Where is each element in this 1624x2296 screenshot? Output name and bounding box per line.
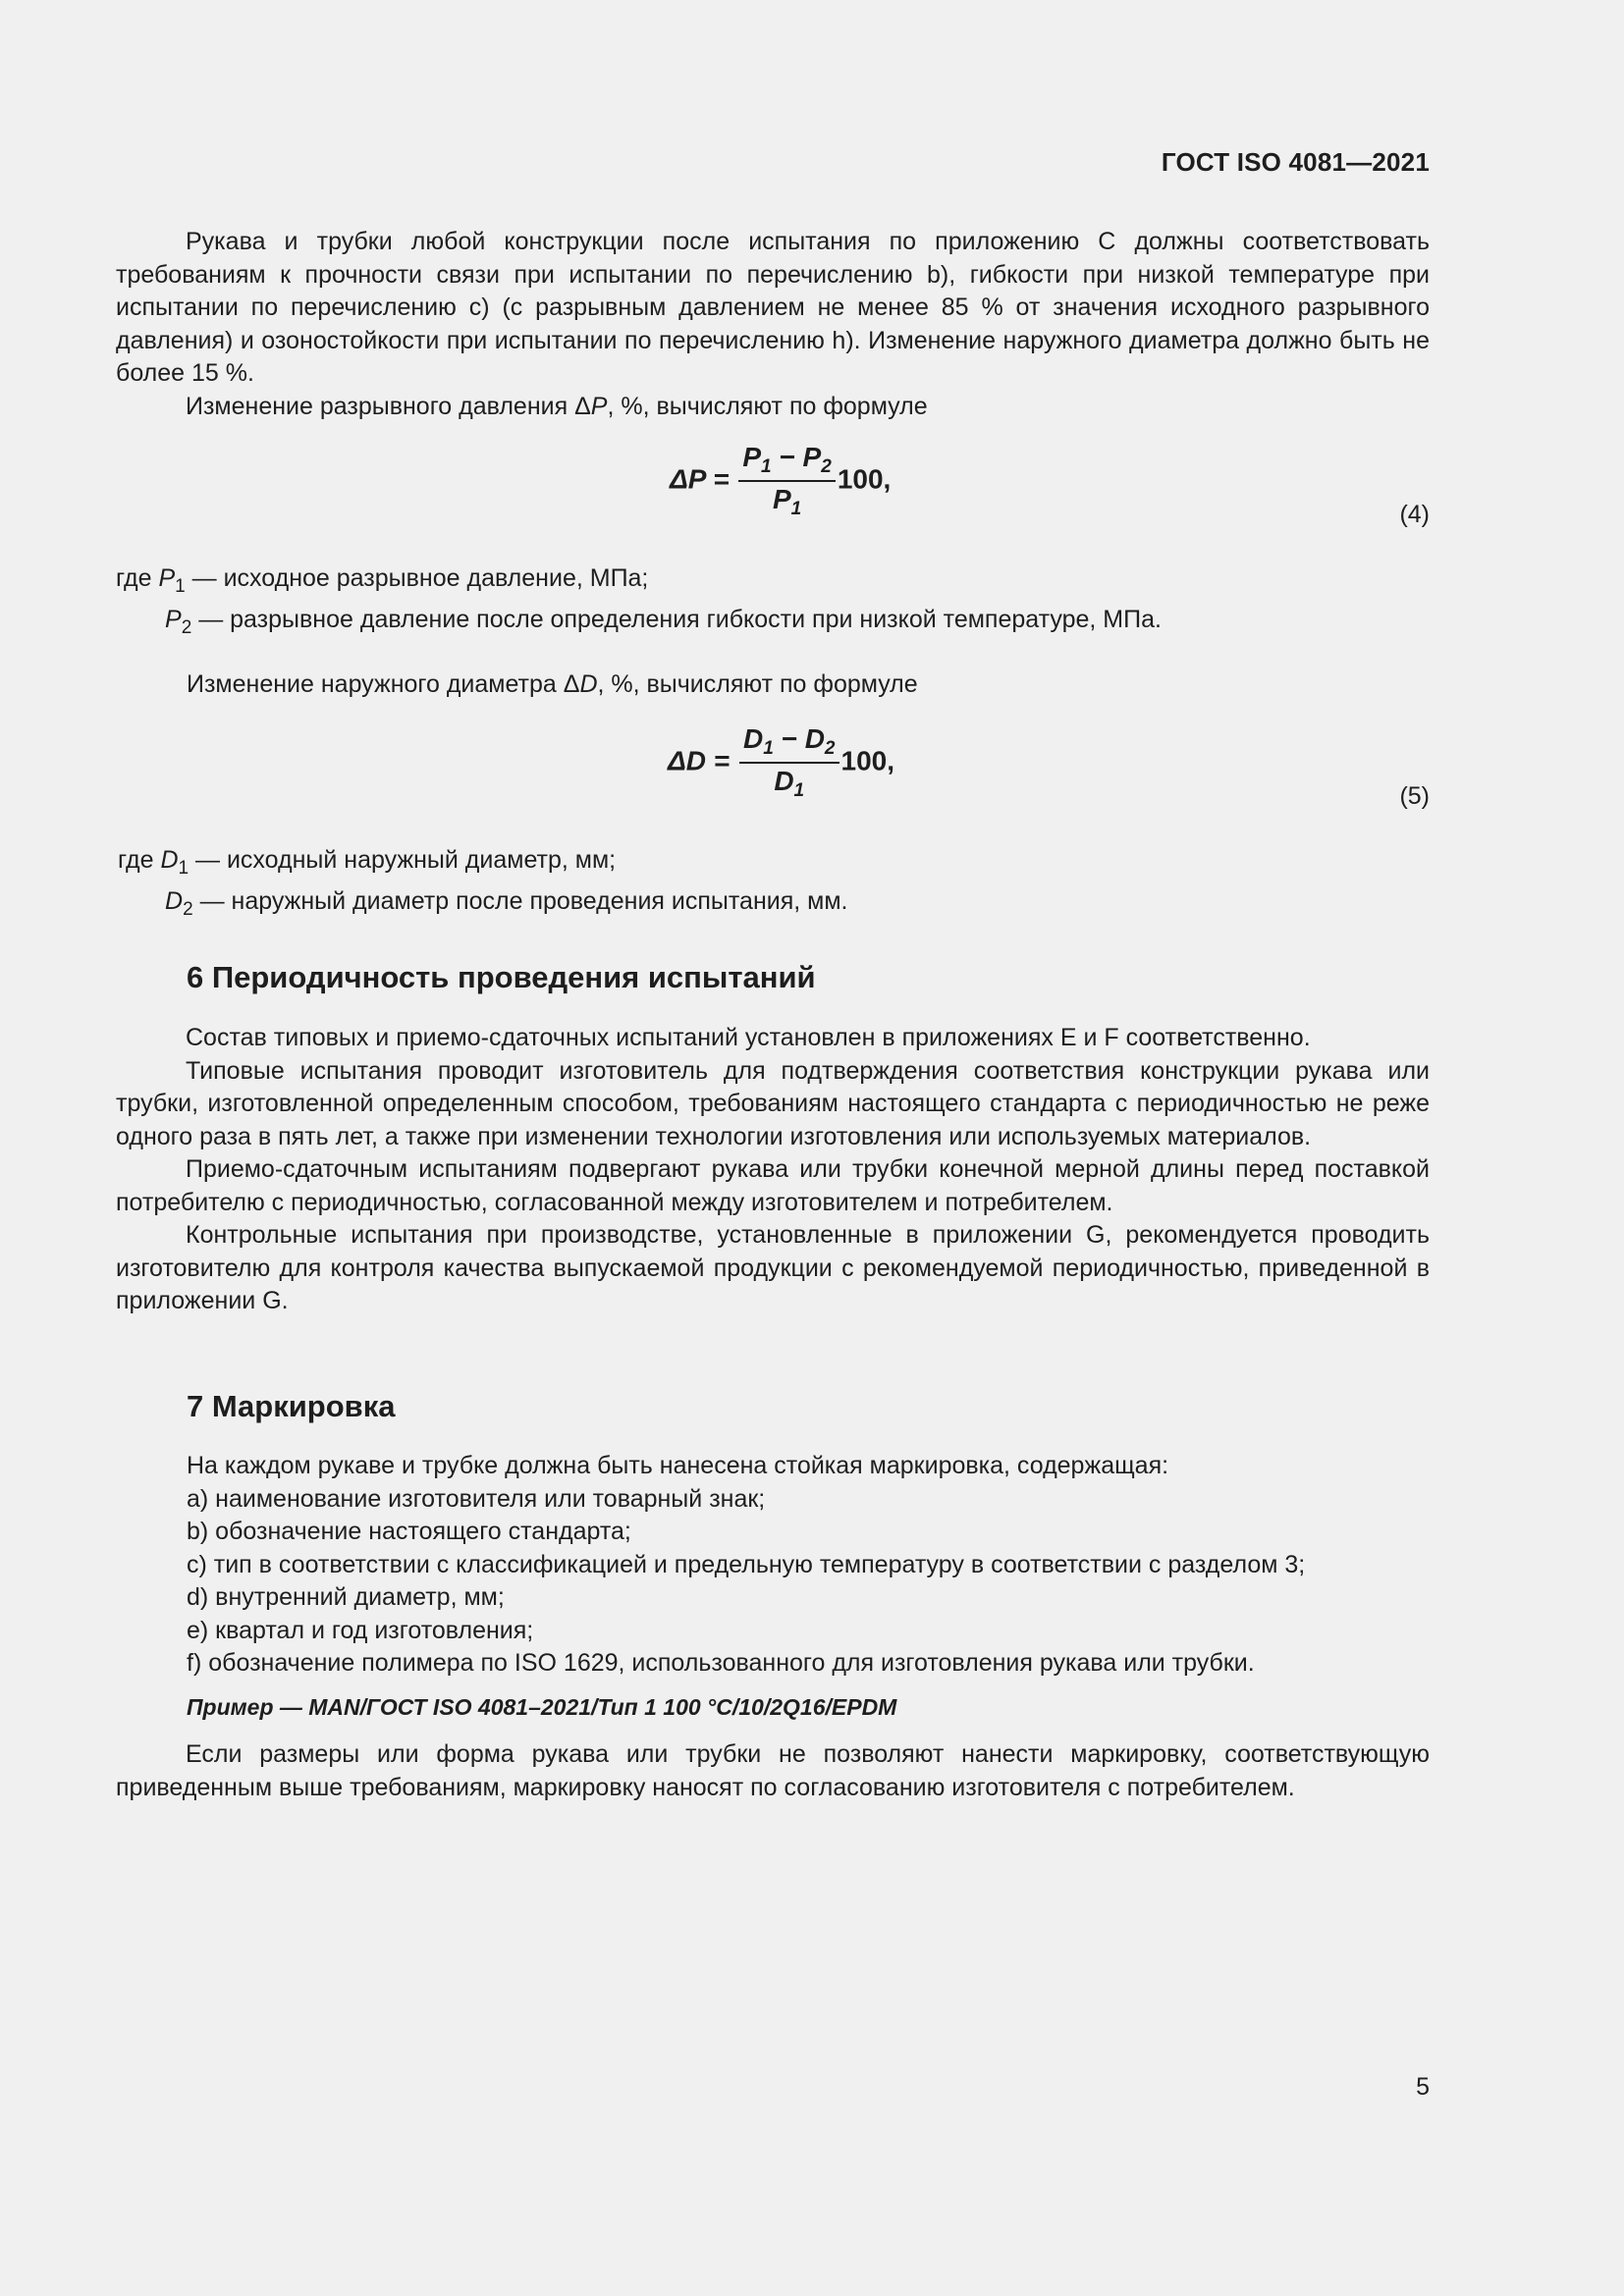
formula-4-numerator: $P_1 - P_2$ xyxy=(738,442,835,482)
equation-number-5: (5) xyxy=(1399,782,1430,810)
marking-intro: На каждом рукаве и трубке должна быть нанесена стойкая маркировка, содержащая: xyxy=(187,1452,1169,1479)
marking-example: Пример — MAN/ГОСТ ISO 4081–2021/Тип 1 100 °C/10/2Q16/EPDM xyxy=(187,1694,897,1720)
section-7-final-block xyxy=(116,1738,1430,1804)
section-6-paragraph-3: Приемо-сдаточным испытаниям подвергают рукава или трубки конечной мерной длины перед поставкой потребителю с периодичностью, согласованной между изготовителем и потребителем. xyxy=(116,1155,1430,1216)
formula-4-lhs: ΔP = xyxy=(670,463,730,495)
where-4-line-2: $P_2$ — разрывное давление после определения гибкости при низкой температуре, МПа. xyxy=(165,606,1162,638)
formula-4-fraction xyxy=(738,442,835,520)
where-5-line-1: где $D_1$ — исходный наружный диаметр, мм; xyxy=(118,846,617,879)
equation-number-4: (4) xyxy=(1399,501,1430,528)
paragraph-strength-requirements: Рукава и трубки любой конструкции после испытания по приложению С должны соответствовать требованиям к прочности связи при испытании по перечислению b), гибкости при низкой температуре при испытании по перечислению c) (с разрывным давлением не менее 85 % от значения исходного разрывного давления) и озоностойкости при испытании по перечислению h). Изменение наружного диаметра должно быть не более 15 %. xyxy=(116,228,1430,387)
paragraph-block-1 xyxy=(116,226,1430,423)
section-7-final-paragraph: Если размеры или форма рукава или трубки не позволяют нанести маркировку, соответствующую приведенным выше требованиям, маркировку наносят по согласованию изготовителя с потребителем. xyxy=(116,1740,1430,1801)
formula-5-factor: 100, xyxy=(840,745,894,776)
section-6-paragraph-4: Контрольные испытания при производстве, установленные в приложении G, рекомендуется проводить изготовителю для контроля качества выпускаемой продукции с рекомендуемой периодичностью, приведенной в приложении G. xyxy=(116,1221,1430,1314)
formula-5-numerator: $D_1 - D_2$ xyxy=(739,723,839,764)
marking-item-e: e) квартал и год изготовления; xyxy=(187,1616,534,1644)
formula-4-factor: 100, xyxy=(837,463,892,495)
marking-item-f: f) обозначение полимера по ISO 1629, использованного для изготовления рукава или трубки. xyxy=(187,1649,1255,1677)
section-6-paragraph-2: Типовые испытания проводит изготовитель для подтверждения соответствия конструкции рукава или трубки, изготовленной определенным способом, требованиям настоящего стандарта с периодичностью не реже одного раза в пять лет, а также при изменении технологии изготовления или используемых материалов. xyxy=(116,1056,1430,1150)
marking-list xyxy=(187,1450,1305,1681)
section-6-body xyxy=(116,1022,1430,1318)
marking-item-b: b) обозначение настоящего стандарта; xyxy=(187,1518,631,1545)
marking-item-a: a) наименование изготовителя или товарный знак; xyxy=(187,1484,766,1513)
formula-4 xyxy=(670,442,891,520)
where-4-line-1: где $P_1$ — исходное разрывное давление, МПа; xyxy=(116,564,649,597)
where-5-line-2: $D_2$ — наружный диаметр после проведения испытания, мм. xyxy=(165,887,848,920)
section-7-heading: 7 Маркировка xyxy=(187,1389,396,1423)
formula-5 xyxy=(668,723,894,802)
paragraph-diameter-change-intro: Изменение наружного диаметра ΔD, %, вычисляют по формуле xyxy=(187,670,918,698)
marking-item-d: d) внутренний диаметр, мм; xyxy=(187,1583,505,1611)
document-header: ГОСТ ISO 4081—2021 xyxy=(1161,147,1430,177)
formula-5-lhs: ΔD = xyxy=(668,745,731,776)
marking-item-c: c) тип в соответствии с классификацией и предельную температуру в соответствии с разделом 3; xyxy=(187,1550,1306,1578)
formula-4-denominator: $P_1$ xyxy=(772,484,802,519)
page-number: 5 xyxy=(1416,2073,1430,2101)
formula-5-denominator: $D_1$ xyxy=(774,766,805,801)
section-6-heading: 6 Периодичность проведения испытаний xyxy=(187,960,816,994)
paragraph-pressure-change-intro: Изменение разрывного давления ΔP, %, вычисляют по формуле xyxy=(186,392,928,420)
formula-5-fraction xyxy=(739,723,839,802)
section-6-paragraph-1: Состав типовых и приемо-сдаточных испытаний установлен в приложениях E и F соответственно. xyxy=(186,1024,1311,1051)
